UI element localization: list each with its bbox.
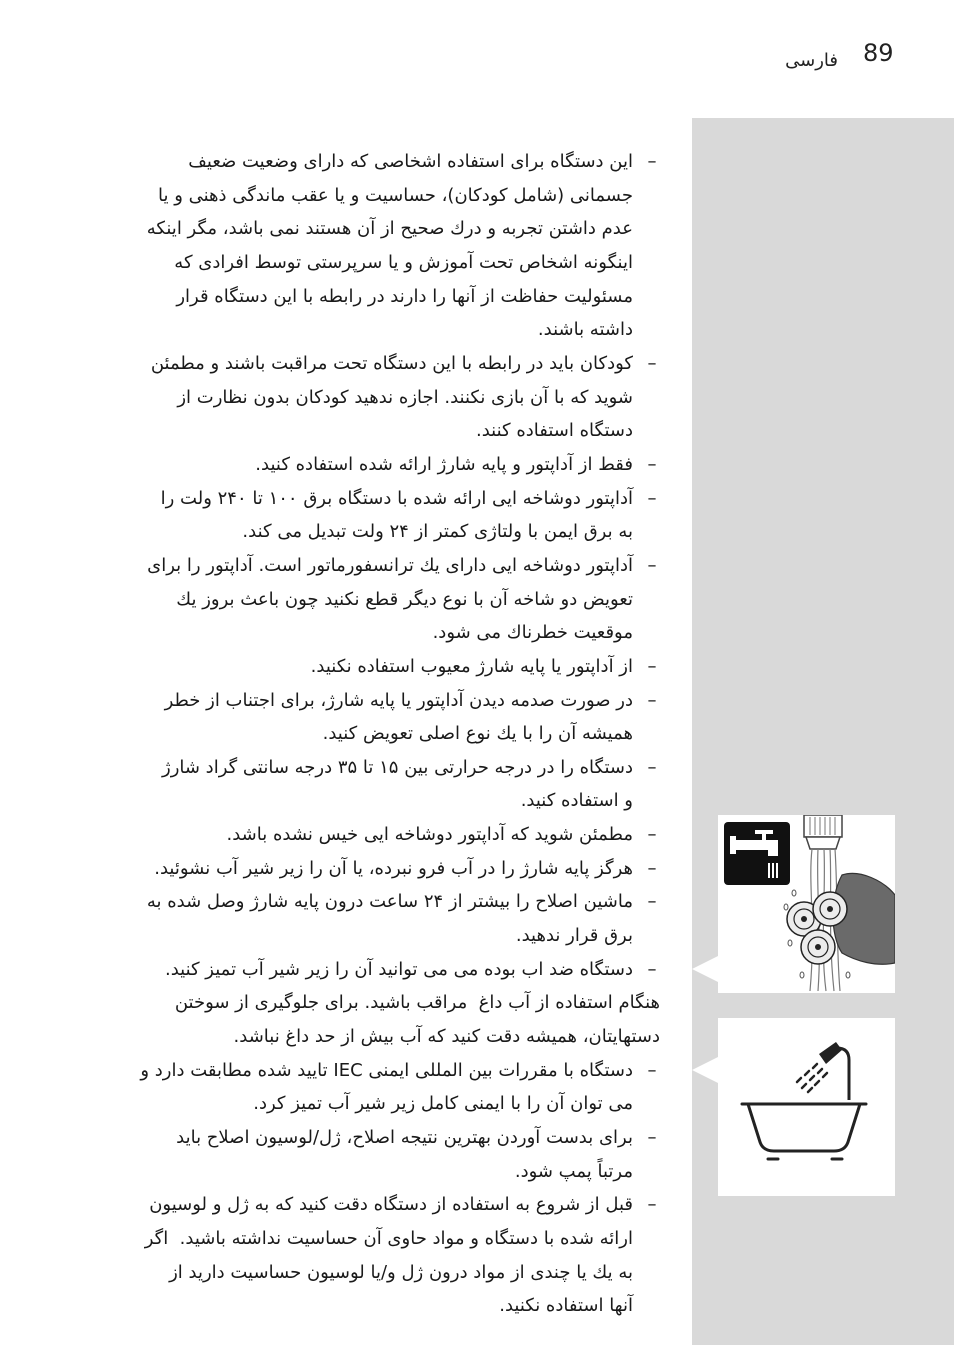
safety-item [40, 650, 660, 684]
text-line: کودکان باید در رابطه با این دستگاه تحت مراقبت باشند و مطمئن [150, 352, 633, 374]
text-line: شوید که با آن بازی نکنند. اجازه ندهید کودکان بدون نظارت از [177, 386, 633, 408]
safety-item [40, 953, 660, 987]
text-line: موقعیت خطرناك می شود. [432, 622, 633, 644]
safety-item [40, 852, 660, 886]
text-line: دستگاه استفاده کنند. [476, 420, 633, 442]
bullet-dash: – [647, 352, 657, 374]
safety-item [40, 1054, 660, 1121]
safety-item [40, 448, 660, 482]
text-line: به یك یا چندی از مواد درون ژل و/یا لوسیون حساسیت دارید از [169, 1261, 633, 1283]
text-line: این دستگاه برای استفاده اشخاصی که دارای وضعیت ضعیف [188, 151, 633, 172]
text-line: هنگام استفاده از آب داغ مراقب باشید. برای جلوگیری از سوختن [174, 992, 660, 1014]
safety-item [40, 1188, 660, 1323]
text-line: مسئولیت حفاظت از آنها را دارند در رابطه با این دستگاه قرار [176, 285, 633, 307]
text-line: عدم داشتن تجربه و درك صحیح از آن هستند نمی باشد، مگر اینکه [146, 218, 633, 240]
text-line: دستهایتان، همیشه دقت کنید که آب بیش از حد داغ نباشد. [233, 1026, 660, 1048]
bullet-dash: – [647, 1194, 657, 1216]
safety-item [40, 684, 660, 751]
shower-icon [797, 1042, 849, 1100]
text-line: در صورت صدمه دیدن آداپتور یا پایه شارژ، برای اجتناب از خطر [164, 689, 633, 711]
bullet-dash: – [647, 689, 657, 711]
text-line: دستگاه با مقررات بین المللی ایمنی IEC تایید شده مطابقت دارد و [140, 1059, 633, 1081]
bullet-dash: – [647, 756, 657, 778]
bathtub-shower-icon [718, 1018, 895, 1196]
pointer-arrow [692, 1057, 718, 1083]
safety-note [40, 986, 660, 1053]
bullet-dash: – [647, 1059, 657, 1081]
text-line: و استفاده کنید. [520, 790, 633, 812]
bullet-dash: – [647, 655, 657, 677]
safety-item [40, 347, 660, 448]
bullet-dash: – [647, 453, 657, 475]
safety-item [40, 482, 660, 549]
text-line: همیشه آن را با یك نوع اصلی تعویض کنید. [322, 723, 633, 745]
bullet-dash: – [647, 891, 657, 913]
language-label: فارسی [785, 50, 838, 71]
text-line: جسمانی (شامل کودکان)، حساسیت و یا عقب ماندگی ذهنی و یا [157, 184, 633, 206]
safety-item [40, 549, 660, 650]
text-line: هرگز پایه شارژ را در آب فرو نبرده، یا آن را زیر شیر آب نشوئید. [154, 857, 633, 879]
text-line: برای بدست آوردن بهترین نتیجه اصلاح، ژل/لوسیون اصلاح باید [176, 1127, 633, 1149]
safety-item [40, 818, 660, 852]
text-line: می توان آن را با ایمنی کامل زیر شیر آب تمیز کرد. [253, 1093, 633, 1115]
safety-instructions [40, 145, 660, 1323]
text-line: دستگاه ضد اب بوده می می توانید آن را زیر شیر آب تمیز کنید. [164, 958, 633, 980]
page-number: 89 [863, 39, 894, 67]
safety-item [40, 751, 660, 818]
text-line: ارائه شده با دستگاه و مواد حاوی آن حساسیت نداشته باشید. اگر [144, 1228, 633, 1249]
text-line: آداپتور دوشاخه ایی ارائه شده با دستگاه برق ۱۰۰ تا ۲۴۰ ولت را [160, 487, 633, 509]
faucet-water-icon [724, 822, 790, 885]
text-line: از آداپتور یا پایه شارژ معیوب استفاده نکنید. [310, 655, 633, 677]
bullet-dash: – [647, 487, 657, 509]
tap-nozzle [804, 815, 842, 849]
rinse-illustration [718, 815, 895, 993]
bullet-dash: – [647, 857, 657, 879]
text-line: مطمئن شوید که آداپتور دوشاخه ایی خیس نشده باشد. [226, 824, 633, 846]
pointer-arrow [692, 956, 718, 982]
bullet-dash: – [647, 958, 657, 980]
bullet-dash: – [647, 151, 657, 172]
bullet-dash: – [647, 554, 657, 576]
bath-illustration-box [718, 1018, 895, 1196]
text-line: به برق ایمن با ولتاژی کمتر از ۲۴ ولت تبدیل می کند. [242, 521, 633, 543]
text-line: فقط از آداپتور و پایه شارژ ارائه شده استفاده کنید. [255, 453, 633, 475]
safety-item [40, 1121, 660, 1188]
text-line: آنها استفاده نکنید. [499, 1295, 633, 1317]
text-line: اینگونه اشخاص تحت آموزش و یا سرپرستی توسط افرادی که [174, 251, 633, 273]
rinse-illustration-box [718, 815, 895, 993]
shaver-under-tap-illustration [784, 815, 895, 991]
text-line: ماشین اصلاح را بیشتر از ۲۴ ساعت درون پایه شارژ وصل شده به [146, 891, 633, 913]
safety-item [40, 885, 660, 952]
bullet-dash: – [647, 824, 657, 846]
text-line: برق قرار ندهید. [515, 925, 633, 947]
text-line: آداپتور دوشاخه ایی دارای یك ترانسفورماتور است. آداپتور را برای [147, 554, 633, 576]
text-line: قبل از شروع به استفاده از دستگاه دقت کنید که به ژل و لوسیون [149, 1194, 633, 1216]
text-line: مرتباً پمپ شود. [514, 1160, 633, 1182]
text-line: تعویض دو شاخه آن با نوع دیگر قطع نکنید چون باعث بروز یك [176, 588, 633, 610]
bullet-dash: – [647, 1127, 657, 1149]
text-line: داشته باشند. [537, 319, 633, 341]
bathtub [742, 1104, 866, 1159]
text-line: دستگاه را در درجه حرارتی بین ۱۵ تا ۳۵ درجه سانتی گراد شارژ [162, 756, 633, 778]
safety-item [40, 145, 660, 347]
